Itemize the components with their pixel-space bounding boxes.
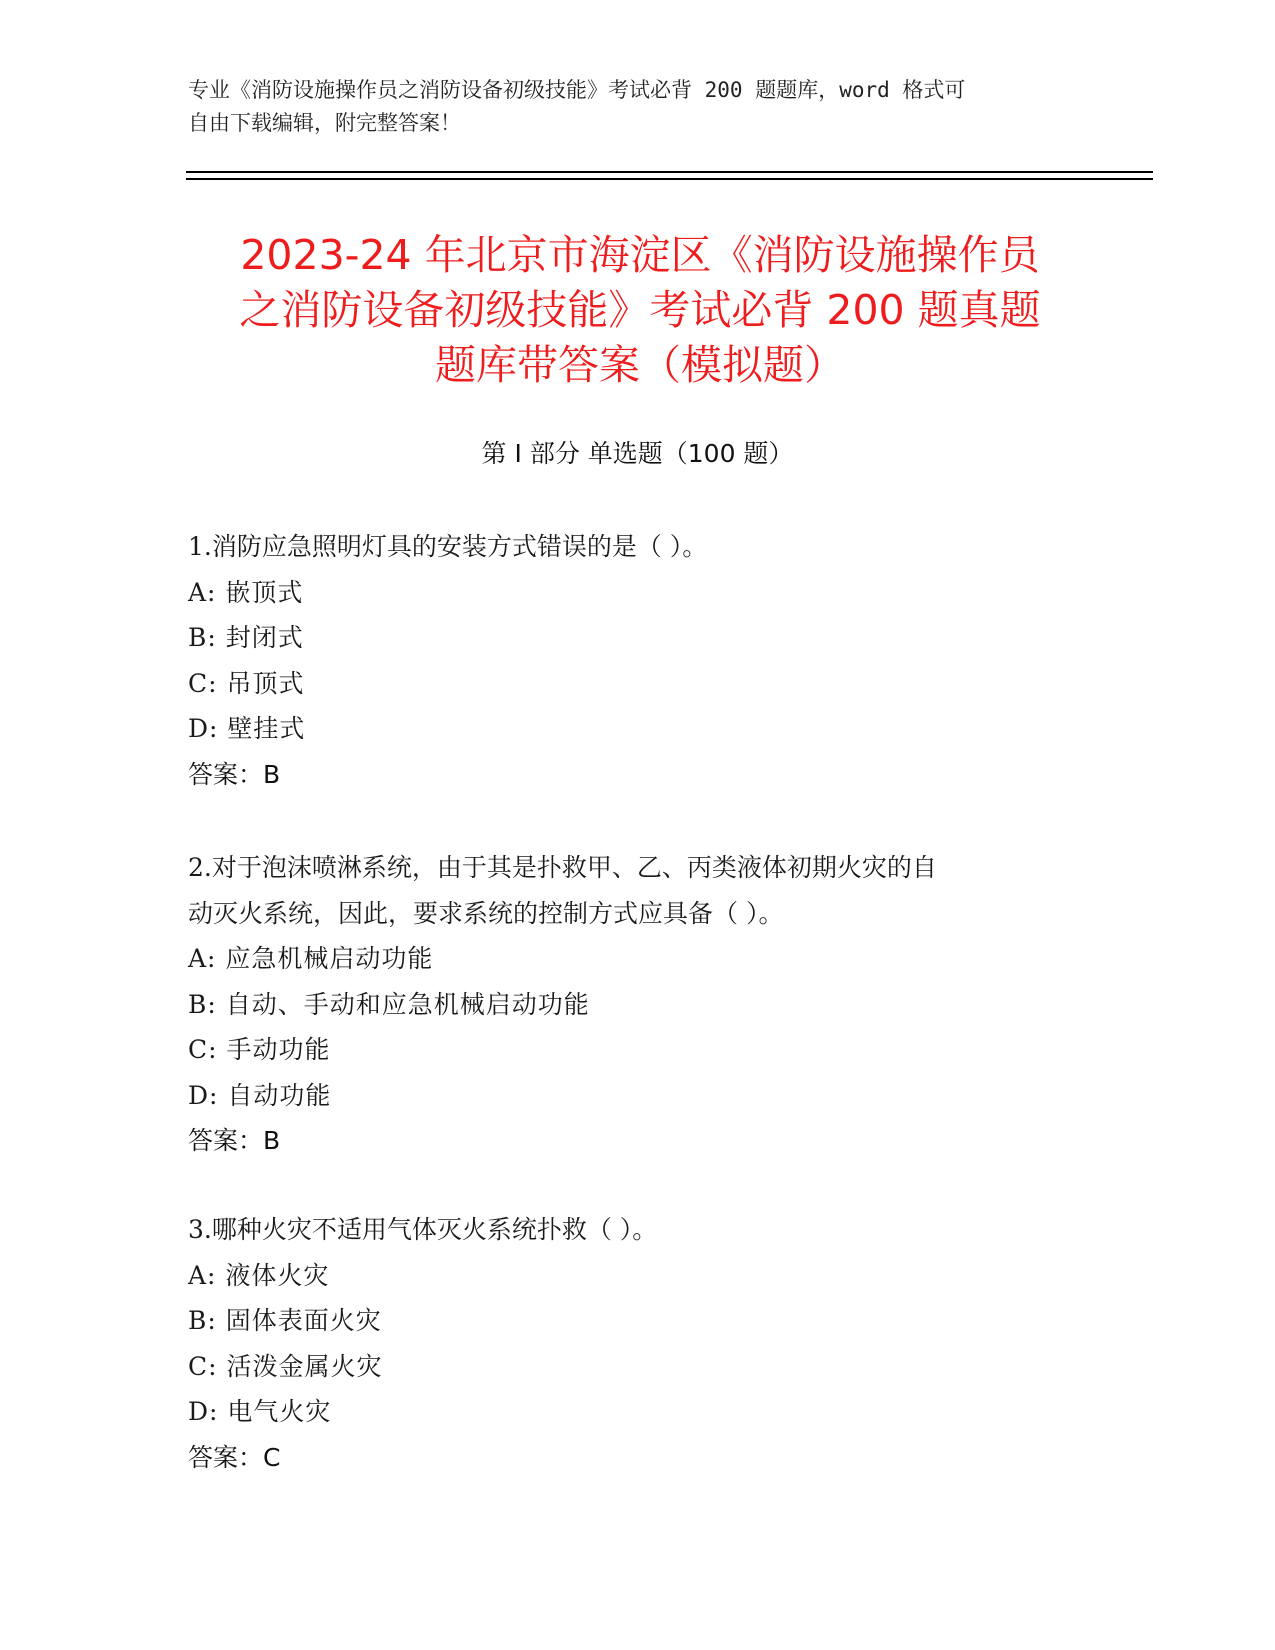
option-c: C: 手动功能 — [188, 1035, 331, 1064]
document-title — [160, 228, 1120, 393]
option-a: A: 应急机械启动功能 — [188, 944, 434, 973]
question-stem: 1.消防应急照明灯具的安装方式错误的是（ ）。 — [188, 532, 708, 561]
header-divider-top — [186, 171, 1153, 173]
question-2 — [188, 845, 1068, 1164]
option-c: C: 吊顶式 — [188, 668, 305, 698]
header-note-line-1: 专业《消防设施操作员之消防设备初级技能》考试必背 200 题题库，word 格式可 — [188, 78, 966, 102]
title-line-2: 之消防设备初级技能》考试必背 200 题真题 — [239, 286, 1041, 334]
answer: 答案：B — [188, 1126, 281, 1155]
question-stem: 3.哪种火灾不适用气体灭火系统扑救（ ）。 — [188, 1215, 658, 1244]
option-c: C: 活泼金属火灾 — [188, 1351, 383, 1381]
option-b: B: 自动、手动和应急机械启动功能 — [188, 989, 590, 1019]
answer: 答案：B — [188, 759, 281, 789]
header-divider-bottom — [186, 178, 1153, 180]
option-d: D: 电气火灾 — [188, 1397, 332, 1426]
option-a: A: 嵌顶式 — [188, 577, 304, 607]
option-d: D: 壁挂式 — [188, 714, 306, 743]
question-stem-line-1: 2.对于泡沫喷淋系统，由于其是扑救甲、乙、丙类液体初期火灾的自 — [188, 853, 937, 882]
question-stem-line-2: 动灭火系统，因此，要求系统的控制方式应具备（ ）。 — [188, 898, 784, 928]
header-note-line-2: 自由下载编辑，附完整答案！ — [188, 111, 461, 135]
title-line-1: 2023-24 年北京市海淀区《消防设施操作员 — [240, 231, 1040, 279]
option-d: D: 自动功能 — [188, 1080, 332, 1110]
section-heading: 第 I 部分 单选题（100 题） — [481, 439, 794, 468]
option-b: B: 固体表面火灾 — [188, 1306, 382, 1335]
header-note — [188, 74, 1088, 140]
question-1 — [188, 524, 1068, 797]
question-3 — [188, 1207, 1068, 1480]
option-b: B: 封闭式 — [188, 623, 304, 652]
option-a: A: 液体火灾 — [188, 1260, 330, 1290]
title-line-3: 题库带答案（模拟题） — [435, 341, 845, 389]
answer: 答案：C — [188, 1442, 281, 1472]
